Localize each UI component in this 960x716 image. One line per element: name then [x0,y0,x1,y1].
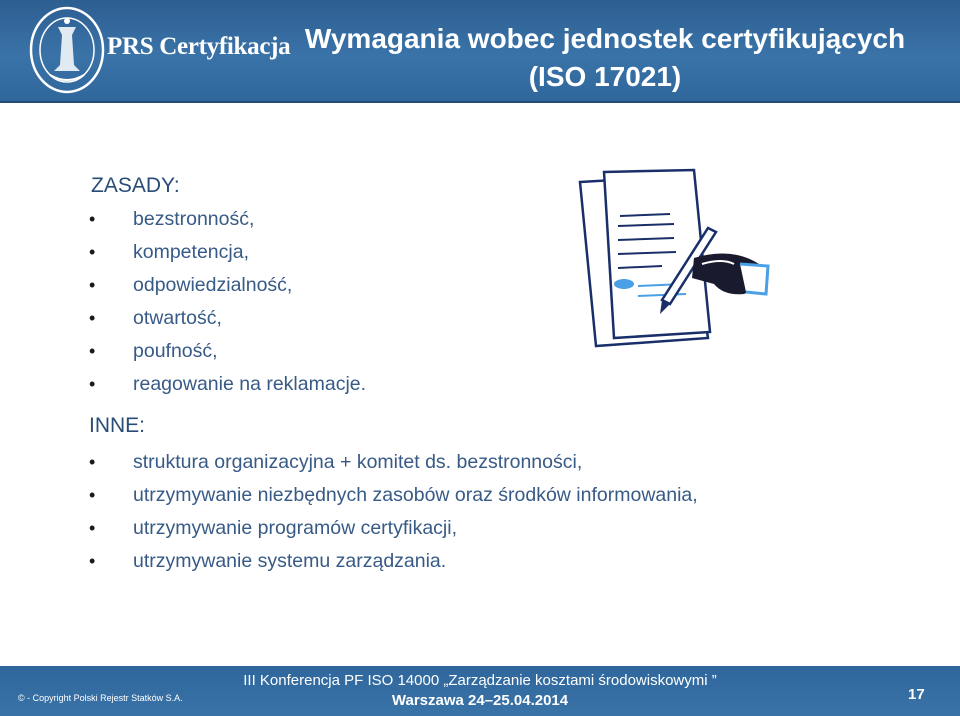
list-item: • otwartość, [133,302,366,335]
bullet-icon: • [89,275,96,295]
bullet-icon: • [89,485,96,505]
bullet-icon: • [89,518,96,538]
list-item: • struktura organizacyjna + komitet ds. bezstronności, [133,446,698,479]
slide-title-line1: Wymagania wobec jednostek certyfikujących [304,23,906,54]
conference-title: III Konferencja PF ISO 14000 „Zarządzanie kosztami środowiskowymi ” [243,672,717,689]
slide-title-line2: (ISO 17021) [528,61,682,92]
conference-date: Warszawa 24–25.04.2014 [391,692,569,709]
bullet-icon: • [89,452,96,472]
zasady-list [89,203,367,401]
bullet-icon: • [89,308,96,328]
brand-name: PRS Certyfikacja [107,33,291,60]
list-item: • kompetencja, [133,236,366,269]
inne-heading: INNE: [89,414,146,437]
bullet-icon: • [89,341,96,361]
slide-title [290,20,920,96]
list-item: • poufność, [133,335,366,368]
document-signing-icon [574,168,770,350]
page-number: 17 [908,686,925,703]
bullet-icon: • [89,374,96,394]
zasady-heading: ZASADY: [91,174,180,197]
prs-seal-logo [28,5,106,95]
list-item: • reagowanie na reklamacje. [133,368,366,401]
bullet-icon: • [89,551,96,571]
header-bar [0,0,960,103]
bullet-icon: • [89,209,96,229]
list-item: • utrzymywanie niezbędnych zasobów oraz środków informowania, [133,479,698,512]
bullet-icon: • [89,242,96,262]
list-item: • utrzymywanie systemu zarządzania. [133,545,698,578]
inne-list [89,446,698,578]
list-item: • utrzymywanie programów certyfikacji, [133,512,698,545]
copyright-text: © - Copyright Polski Rejestr Statków S.A. [18,693,183,703]
list-item: • bezstronność, [133,203,366,236]
list-item: • odpowiedzialność, [133,269,366,302]
